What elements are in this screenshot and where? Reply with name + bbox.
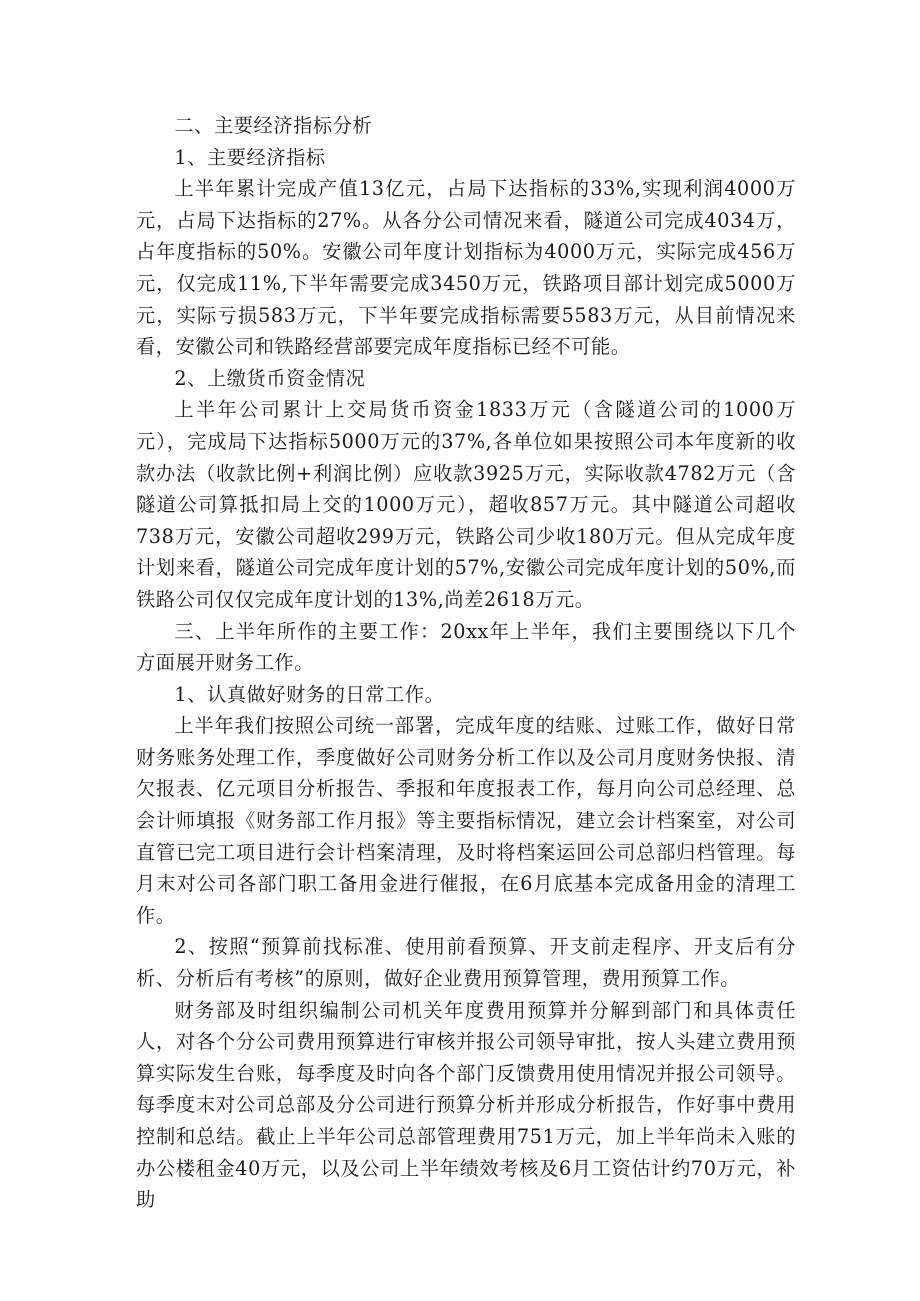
section-heading-main-work: 三、上半年所作的主要工作：20xx年上半年，我们主要围绕以下几个方面展开财务工作。 (136, 619, 796, 675)
paragraph-main-indicators: 上半年累计完成产值13亿元，占局下达指标的33%,实现利润4000万元，占局下达指标的27%。从各分公司情况来看，隧道公司完成4034万，占年度指标的50%。安徽公司年度计划指标为4000万元，实际完成456万元，仅完成11%,下半年需要完成3450万元，铁路项目部计划完成5000万元，实际亏损583万元，下半年要完成指标需要5583万元，从目前情况来看，安徽公司和铁路经营部要完成年度指标已经不可能。 (136, 177, 796, 359)
paragraph-budget-principles: 2、按照“预算前找标准、使用前看预算、开支前走程序、开支后有分析、分析后有考核”的原则，做好企业费用预算管理，费用预算工作。 (136, 935, 796, 991)
subheading-main-indicators: 1、主要经济指标 (174, 145, 326, 169)
paragraph-budget-management: 财务部及时组织编制公司机关年度费用预算并分解到部门和具体责任人，对各个分公司费用预算进行审核并报公司领导审批，按人头建立费用预算实际发生台账，每季度及时向各个部门反馈费用使用情况并报公司领导。每季度末对公司总部及分公司进行预算分析并形成分析报告，作好事中费用控制和总结。截止上半年公司总部管理费用751万元，加上半年尚未入账的办公楼租金40万元，以及公司上半年绩效考核及6月工资估计约70万元，补助 (136, 998, 796, 1212)
subheading-currency-funds: 2、上缴货币资金情况 (174, 366, 366, 390)
subheading-daily-work: 1、认真做好财务的日常工作。 (174, 682, 445, 706)
section-heading-economic-indicators: 二、主要经济指标分析 (174, 114, 373, 137)
paragraph-currency-funds: 上半年公司累计上交局货币资金1833万元（含隧道公司的1000万元），完成局下达指标5000万元的37%,各单位如果按照公司本年度新的收款办法（收款比例+利润比例）应收款3925万元，实际收款4782万元（含隧道公司算抵扣局上交的1000万元），超收857万元。其中隧道公司超收738万元，安徽公司超收299万元，铁路公司少收180万元。但从完成年度计划来看，隧道公司完成年度计划的57%,安徽公司完成年度计划的50%,而铁路公司仅仅完成年度计划的13%,尚差2618万元。 (136, 398, 796, 611)
document-body (136, 110, 796, 1216)
paragraph-daily-work: 上半年我们按照公司统一部署，完成年度的结账、过账工作，做好日常财务账务处理工作，季度做好公司财务分析工作以及公司月度财务快报、清欠报表、亿元项目分析报告、季报和年度报表工作，每月向公司总经理、总会计师填报《财务部工作月报》等主要指标情况，建立会计档案室，对公司直管已完工项目进行会计档案清理，及时将档案运回公司总部归档管理。每月末对公司各部门职工备用金进行催报，在6月底基本完成备用金的清理工作。 (136, 714, 796, 927)
